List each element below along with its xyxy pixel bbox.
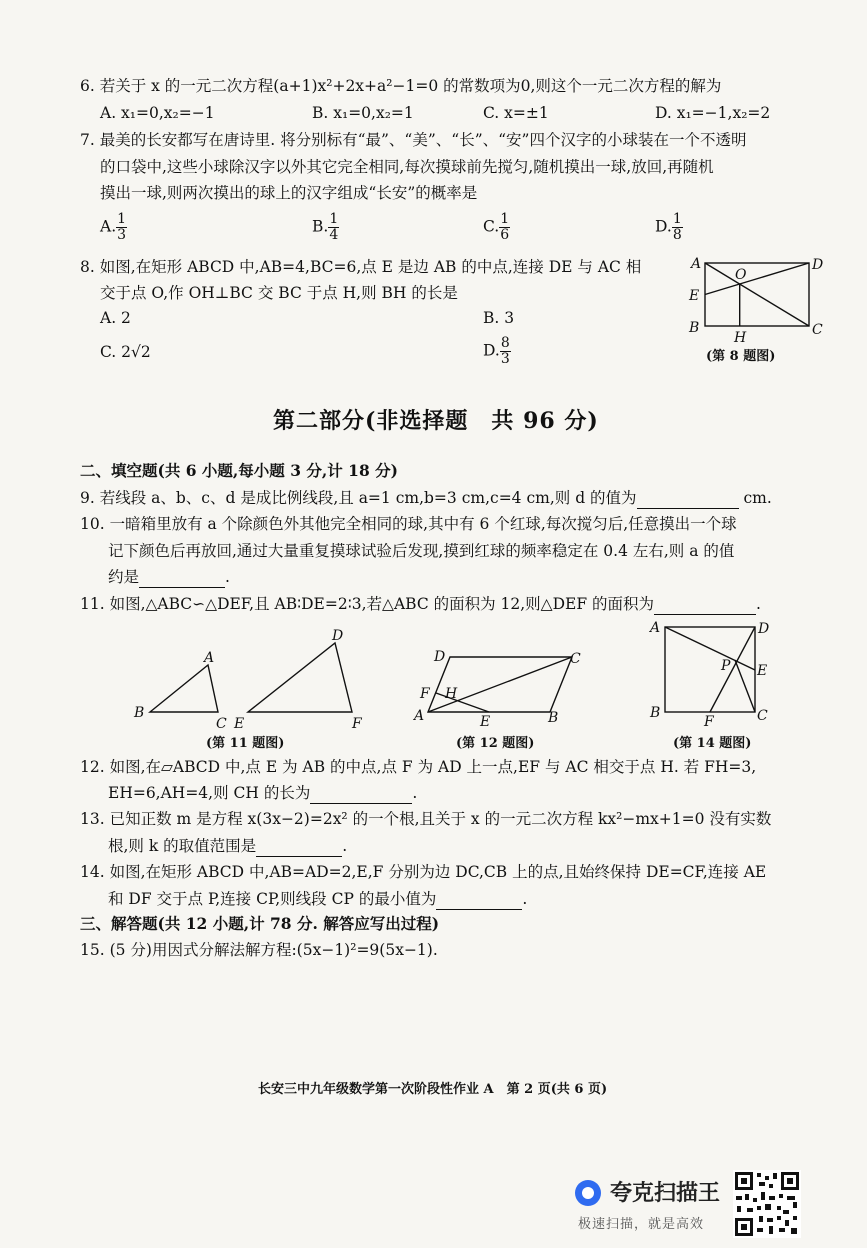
figure-q11	[130, 625, 370, 735]
q12-diagonal-ac	[428, 657, 572, 712]
scanner-brand-name: 夸克扫描王	[610, 1181, 721, 1206]
q12-label-f: F	[420, 686, 430, 702]
q8-option-c: C. 2√2	[100, 343, 151, 361]
q8-label-c: C	[812, 322, 823, 338]
q15-text: 15. (5 分)用因式分解法解方程:(5x−1)²=9(5x−1).	[80, 941, 438, 959]
q14-label-b: B	[650, 705, 661, 721]
scanner-logo-icon	[575, 1180, 601, 1206]
q12-label-c: C	[570, 651, 581, 667]
qr-code-icon	[733, 1170, 801, 1238]
q8-label-b: B	[689, 320, 700, 336]
q7-line1: 7. 最美的长安都写在唐诗里. 将分别标有“最”、“美”、“长”、“安”四个汉字的小球装在一个不透明	[80, 131, 747, 149]
fill-blank-heading: 二、填空题(共 6 小题,每小题 3 分,计 18 分)	[80, 461, 398, 480]
q13-line2: 根,则 k 的取值范围是 .	[108, 837, 348, 855]
q10-line1: 10. 一暗箱里放有 a 个除颜色外其他完全相同的球,其中有 6 个红球,每次搅匀后,任意摸出一个球	[80, 515, 737, 533]
q8-label-o: O	[735, 267, 747, 283]
q12-line2: EH=6,AH=4,则 CH 的长为 .	[108, 784, 418, 802]
q9-text: 9. 若线段 a、b、c、d 是成比例线段,且 a=1 cm,b=3 cm,c=4 cm,则 d 的值为 cm.	[80, 489, 772, 507]
q8-label-h: H	[734, 330, 747, 346]
page-footer: 长安三中九年级数学第一次阶段性作业 A 第 2 页(共 6 页)	[258, 1082, 608, 1097]
figure-q14	[640, 614, 780, 729]
q6-option-d: D. x₁=−1,x₂=2	[655, 104, 771, 122]
q14-label-e: E	[757, 663, 768, 679]
q11-figure-caption: (第 11 题图)	[206, 736, 285, 751]
q8-label-d: D	[812, 257, 824, 273]
q7-option-b: B. $\frac{1}{4}$	[312, 211, 339, 243]
scanner-brand-slogan: 极速扫描，就是高效	[578, 1217, 705, 1232]
q11-label-c: C	[216, 716, 227, 732]
q6-option-b: B. x₁=0,x₂=1	[312, 104, 414, 122]
q11-label-d: D	[332, 628, 344, 644]
q6-option-a: A. x₁=0,x₂=−1	[100, 104, 215, 122]
figure-q8	[685, 250, 835, 350]
q8-line2: 交于点 O,作 OH⊥BC 交 BC 于点 H,则 BH 的长是	[100, 284, 458, 302]
q8-option-b: B. 3	[483, 309, 515, 327]
q13-line1: 13. 已知正数 m 是方程 x(3x−2)=2x² 的一个根,且关于 x 的一元二次方程 kx²−mx+1=0 没有实数	[80, 810, 772, 828]
q14-segment-ae	[665, 627, 755, 670]
q12-label-h: H	[445, 686, 458, 702]
q7-option-d: D. $\frac{1}{8}$	[655, 211, 682, 243]
q12-label-a: A	[414, 708, 425, 724]
q14-label-a: A	[650, 620, 661, 636]
q6-stem: 6. 若关于 x 的一元二次方程(a+1)x²+2x+a²−1=0 的常数项为0,则这个一元二次方程的解为	[80, 77, 722, 95]
q10-answer-blank[interactable]	[139, 567, 225, 588]
q14-line1: 14. 如图,在矩形 ABCD 中,AB=AD=2,E,F 分别为边 DC,CB 上的点,且始终保持 DE=CF,连接 AE	[80, 863, 767, 881]
q7-line2: 的口袋中,这些小球除汉字以外其它完全相同,每次摸球前先搅匀,随机摸出一球,放回,再随机	[100, 158, 714, 176]
q12-answer-blank[interactable]	[310, 783, 412, 804]
q14-label-d: D	[758, 621, 770, 637]
figure-q12	[412, 642, 592, 732]
q11-label-e: E	[234, 716, 245, 732]
q11-triangle-def	[248, 643, 352, 712]
q11-text: 11. 如图,△ABC∽△DEF,且 AB∶DE=2∶3,若△ABC 的面积为 12,则△DEF 的面积为 .	[80, 595, 761, 613]
section-two-title: 第二部分(非选择题 共 96 分)	[273, 408, 599, 434]
q8-figure-caption: (第 8 题图)	[706, 349, 776, 364]
q12-label-b: B	[548, 710, 559, 726]
q8-diagonal-ac	[705, 263, 809, 326]
q7-option-a: A. $\frac{1}{3}$	[100, 211, 127, 243]
q14-label-f: F	[704, 714, 714, 729]
q7-option-c: C. $\frac{1}{6}$	[483, 211, 510, 243]
q12-label-e: E	[480, 714, 491, 730]
q12-line1: 12. 如图,在▱ABCD 中,点 E 为 AB 的中点,点 F 为 AD 上一点,EF 与 AC 相交于点 H. 若 FH=3,	[80, 758, 757, 776]
q14-line2: 和 DF 交于点 P,连接 CP,则线段 CP 的最小值为 .	[108, 890, 528, 908]
q8-label-a: A	[691, 256, 702, 272]
q9-answer-blank[interactable]	[637, 488, 739, 509]
q11-label-a: A	[204, 650, 215, 666]
q11-label-f: F	[352, 716, 362, 732]
q14-answer-blank[interactable]	[436, 889, 522, 910]
q10-line2: 记下颜色后再放回,通过大量重复摸球试验后发现,摸到红球的频率稳定在 0.4 左右,则 a 的值	[108, 542, 735, 560]
q8-segment-de	[705, 263, 809, 295]
answer-section-heading: 三、解答题(共 12 小题,计 78 分. 解答应写出过程)	[80, 914, 440, 933]
q14-figure-caption: (第 14 题图)	[673, 736, 752, 751]
q7-line3: 摸出一球,则两次摸出的球上的汉字组成“长安”的概率是	[100, 184, 478, 202]
q13-answer-blank[interactable]	[256, 836, 342, 857]
q12-label-d: D	[434, 649, 446, 665]
q8-label-e: E	[689, 288, 700, 304]
q8-option-d: D. $\frac{8}{3}$	[483, 335, 510, 367]
q11-answer-blank[interactable]	[654, 594, 756, 615]
q11-label-b: B	[134, 705, 145, 721]
q10-line3: 约是 .	[108, 568, 230, 586]
q14-label-c: C	[757, 708, 768, 724]
q12-segment-ef	[436, 693, 489, 712]
q12-figure-caption: (第 12 题图)	[456, 736, 535, 751]
q14-label-p: P	[721, 658, 731, 674]
q6-option-c: C. x=±1	[483, 104, 549, 122]
q8-line1: 8. 如图,在矩形 ABCD 中,AB=4,BC=6,点 E 是边 AB 的中点,连接 DE 与 AC 相	[80, 258, 642, 276]
q8-option-a: A. 2	[100, 309, 131, 327]
q14-square	[665, 627, 755, 712]
q14-segment-df	[710, 627, 755, 712]
q11-triangle-abc	[150, 665, 218, 712]
